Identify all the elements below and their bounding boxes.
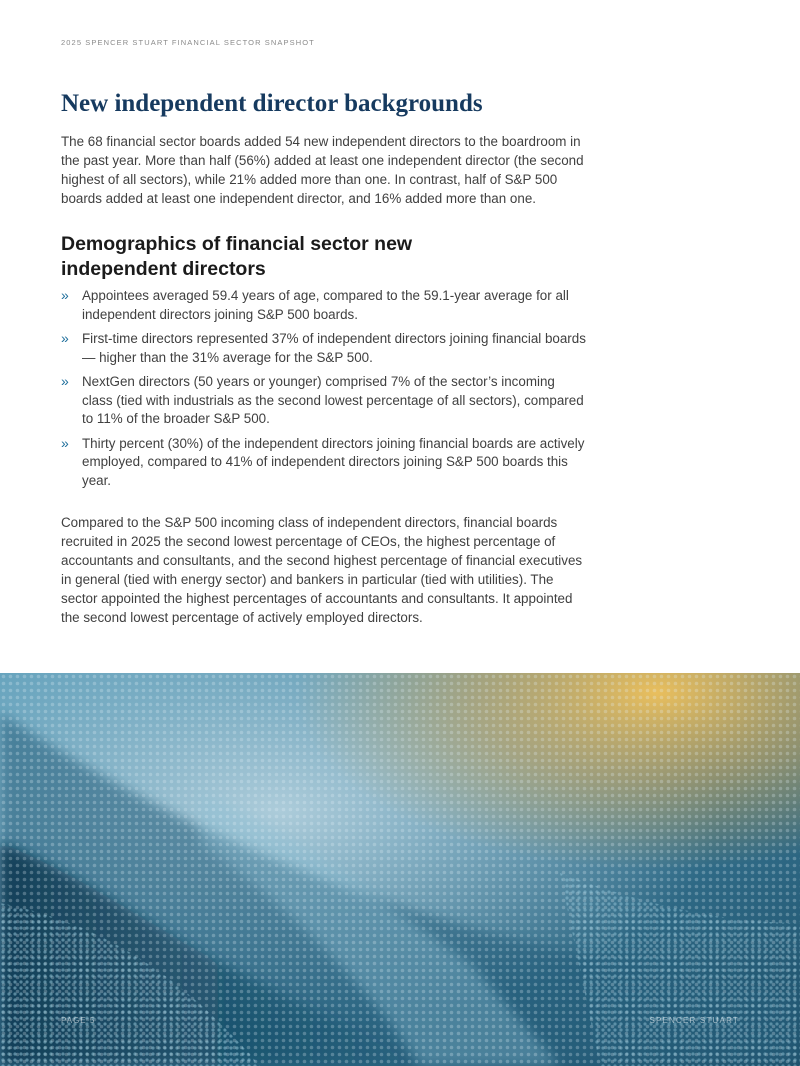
list-item <box>61 435 589 491</box>
demographics-title: Demographics of financial sector new independent directors <box>61 233 413 280</box>
closing-paragraph: Compared to the S&P 500 incoming class of independent directors, financial boards recruited in 2025 the second lowest percentage of CEOs, the highest percentage of accountants and consultants, and the second highest percentage of financial executives in general (tied with energy sector) and bankers in particular (tied with utilities). The sector appointed the highest percentages of accountants and consultants. It appointed the second lowest percentage of actively employed directors. <box>61 515 583 625</box>
hero-image <box>0 673 800 1066</box>
footer-page-number: PAGE 5 <box>61 1016 96 1025</box>
double-chevron-right-icon: » <box>61 434 69 451</box>
list-item <box>61 287 589 324</box>
demographics-bullet-list <box>61 287 589 496</box>
bullet-text: Thirty percent (30%) of the independent directors joining financial boards are actively employed, compared to 41% of independent directors joining S&P 500 boards this year. <box>82 435 585 488</box>
list-item <box>61 330 589 367</box>
list-item <box>61 373 589 429</box>
bullet-text: NextGen directors (50 years or younger) comprised 7% of the sector’s incoming class (tied with industrials as the second lowest percentage of all sectors), compared to 11% of the broader S&P 500. <box>82 374 584 426</box>
footer-brand: SPENCER STUART <box>649 1016 739 1025</box>
bullet-text: First-time directors represented 37% of independent directors joining financial boards — higher than the 31% average for the S&P 500. <box>82 331 586 365</box>
double-chevron-right-icon: » <box>61 330 69 346</box>
abstract-data-landscape-image <box>0 673 800 1066</box>
bullet-text: Appointees averaged 59.4 years of age, compared to the 59.1-year average for all independent directors joining S&P 500 boards. <box>82 288 569 322</box>
section-title: New independent director backgrounds <box>61 90 483 117</box>
intro-paragraph: The 68 financial sector boards added 54 new independent directors to the boardroom in the past year. More than half (56%) added at least one independent director (the second highest of all sectors), while 21% added more than one. In contrast, half of S&P 500 boards added at least one independent director, and 16% added more than one. <box>61 134 584 206</box>
double-chevron-right-icon: » <box>61 373 69 389</box>
double-chevron-right-icon: » <box>61 287 69 303</box>
running-header: 2025 SPENCER STUART FINANCIAL SECTOR SNAPSHOT <box>61 38 315 47</box>
